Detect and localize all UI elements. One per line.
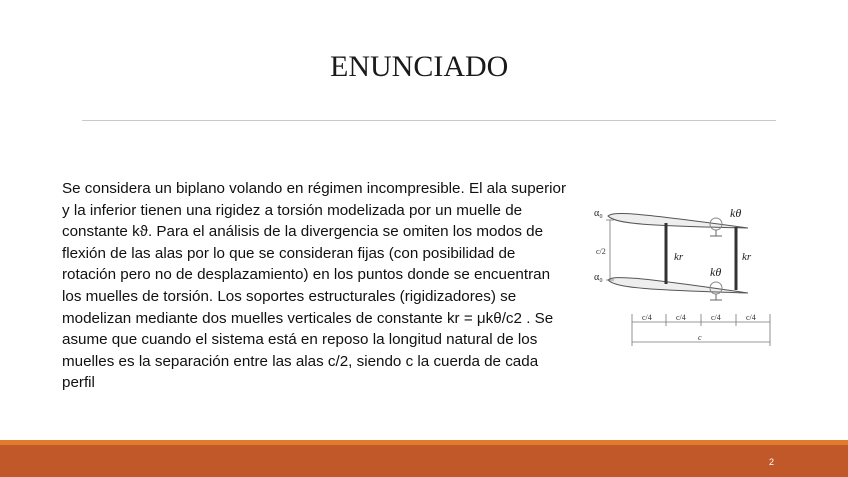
alpha-top-label: α₀: [594, 208, 603, 219]
upper-airfoil: [608, 214, 748, 228]
problem-statement: Se considera un biplano volando en régimen incompresible. El ala superior y la inferior tienen una rigidez a torsión modelizada por un muelle de constante kϑ. Para el análisis de la divergencia se omiten los modos de flexión de las alas por lo que se consideran fijas (con posibilidad de rotación pero no de desplazamiento) en los puntos donde se encuentran los muelles de torsión. Los soportes estructurales (rigidizadores) se modelizan mediante dos muelles verticales de constante kr = μkθ/c2 . Se asume que cuando el sistema está en reposo la longitud natural de los muelles es la separación entre las alas c/2, siendo c la cuerda de cada perfil: [62, 180, 567, 392]
kr-left-label: kr: [674, 251, 684, 263]
dim-label: c/4: [642, 313, 652, 322]
dim-label: c/4: [711, 313, 721, 322]
biplane-diagram: [588, 196, 778, 352]
k-theta-bottom-label: kθ: [710, 265, 722, 279]
page-number: 2: [768, 457, 774, 467]
gap-label: c/2: [596, 247, 606, 256]
dim-label: c/4: [676, 313, 686, 322]
footer-bar: [0, 445, 848, 477]
chord-label: c: [698, 333, 702, 342]
alpha-bottom-label: α₀: [594, 272, 603, 283]
dim-label: c/4: [746, 313, 756, 322]
kr-right-label: kr: [742, 251, 752, 263]
lower-airfoil: [608, 278, 748, 293]
k-theta-top-label: kθ: [730, 206, 742, 220]
title-divider: [82, 120, 776, 121]
slide-title: ENUNCIADO: [330, 50, 509, 83]
